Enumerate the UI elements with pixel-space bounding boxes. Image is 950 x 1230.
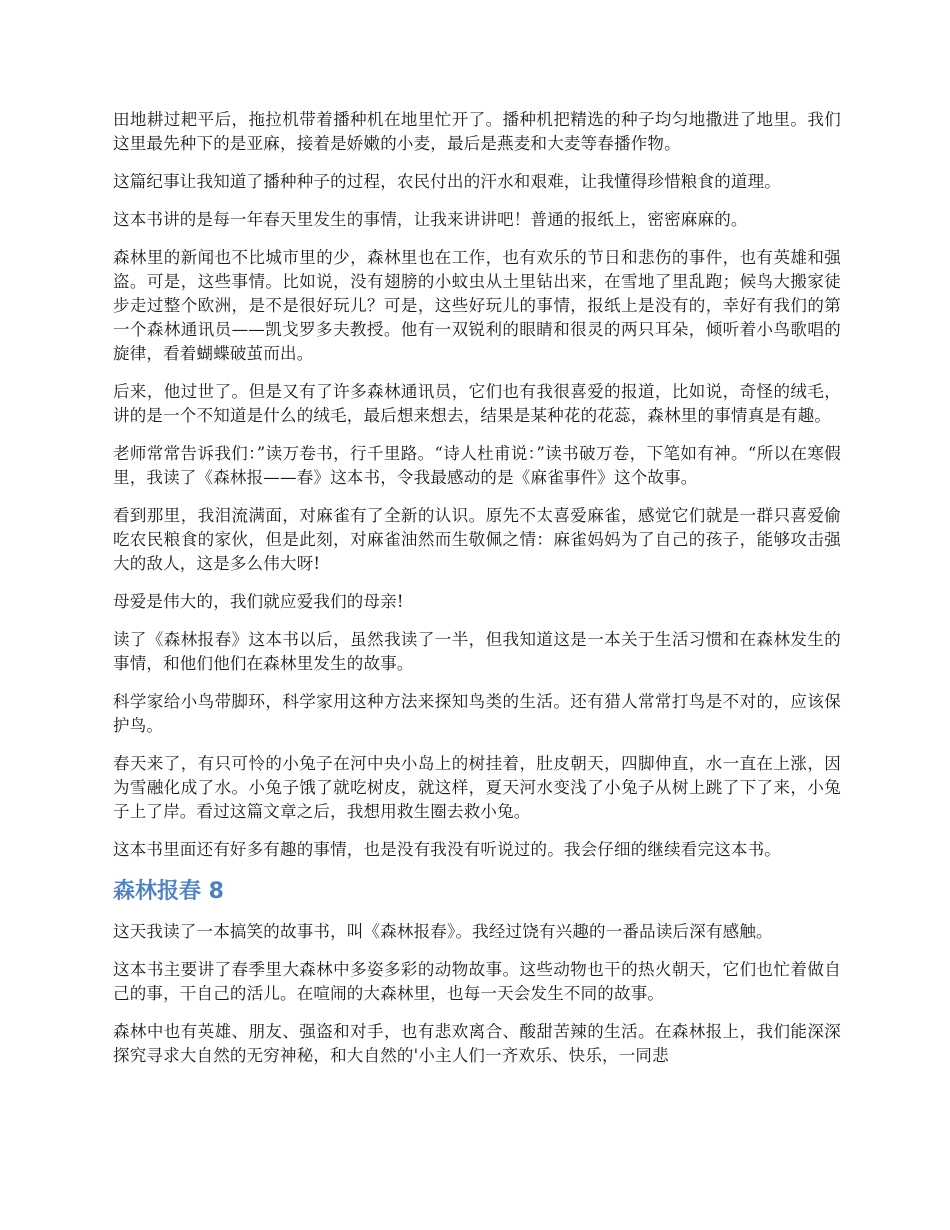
document-page [113,108,841,1082]
paragraph: 读了《森林报春》这本书以后，虽然我读了一半，但我知道这是一本关于生活习惯和在森林发生的事情，和他们他们在森林里发生的故事。 [113,630,841,673]
paragraph: 这本书讲的是每一年春天里发生的事情，让我来讲讲吧！普通的报纸上，密密麻麻的。 [113,210,748,229]
paragraph: 后来，他过世了。但是又有了许多森林通讯员，它们也有我很喜爱的报道，比如说，奇怪的绒毛，讲的是一个不知道是什么的绒毛，最后想来想去，结果是某种花的花蕊，森林里的事情真是有趣。 [113,382,841,425]
paragraph: 这天我读了一本搞笑的故事书，叫《森林报春》。我经过饶有兴趣的一番品读后深有感触。 [113,922,773,941]
paragraph: 森林里的新闻也不比城市里的少，森林里也在工作，也有欢乐的节日和悲伤的事件，也有英雄和强盗。可是，这些事情。比如说，没有翅膀的小蚊虫从土里钻出来，在雪地了里乱跑；候鸟大搬家徒步走过整个欧洲，是不是很好玩儿？可是，这些好玩儿的事情，报纸上是没有的，幸好有我们的第一个森林通讯员——凯戈罗多夫教授。他有一双锐利的眼睛和很灵的两只耳朵，倾听着小鸟歌唱的旋律，看着蝴蝶破茧而出。 [113,248,841,363]
paragraph: 看到那里，我泪流满面，对麻雀有了全新的认识。原先不太喜爱麻雀，感觉它们就是一群只喜爱偷吃农民粮食的家伙，但是此刻，对麻雀油然而生敬佩之情：麻雀妈妈为了自己的孩子，能够攻击强大的敌人，这是多么伟大呀! [113,506,841,573]
paragraph: 田地耕过耙平后，拖拉机带着播种机在地里忙开了。播种机把精选的种子均匀地撒进了地里。我们这里最先种下的是亚麻，接着是娇嫩的小麦，最后是燕麦和大麦等春播作物。 [113,110,841,153]
paragraph: 这本书主要讲了春季里大森林中多姿多彩的动物故事。这些动物也干的热火朝天，它们也忙着做自己的事，干自己的活儿。在喧闹的大森林里，也每一天会发生不同的故事。 [113,960,841,1003]
paragraph: 这本书里面还有好多有趣的事情，也是没有我没有听说过的。我会仔细的继续看完这本书。 [113,840,781,859]
paragraph: 春天来了，有只可怜的小兔子在河中央小岛上的树挂着，肚皮朝天，四脚伸直，水一直在上涨，因为雪融化成了水。小兔子饿了就吃树皮，就这样，夏天河水变浅了小兔子从树上跳了下了来，小兔子上了岸。看过这篇文章之后，我想用救生圈去救小兔。 [113,754,841,821]
paragraph: 母爱是伟大的，我们就应爱我们的母亲! [113,592,404,611]
paragraph: 老师常常告诉我们：”读万卷书，行千里路。“诗人杜甫说：”读书破万卷，下笔如有神。“所以在寒假里，我读了《森林报——春》这本书，令我最感动的是《麻雀事件》这个故事。 [113,444,841,487]
paragraph: 这篇纪事让我知道了播种种子的过程，农民付出的汗水和艰难，让我懂得珍惜粮食的道理。 [113,172,781,191]
section-heading: 森林报春 8 [113,879,224,904]
paragraph: 森林中也有英雄、朋友、强盗和对手，也有悲欢离合、酸甜苦辣的生活。在森林报上，我们能深深探究寻求大自然的无穷神秘，和大自然的'小主人们一齐欢乐、快乐，一同悲 [113,1022,841,1065]
paragraph: 科学家给小鸟带脚环，科学家用这种方法来探知鸟类的生活。还有猎人常常打鸟是不对的，应该保护鸟。 [113,692,841,735]
